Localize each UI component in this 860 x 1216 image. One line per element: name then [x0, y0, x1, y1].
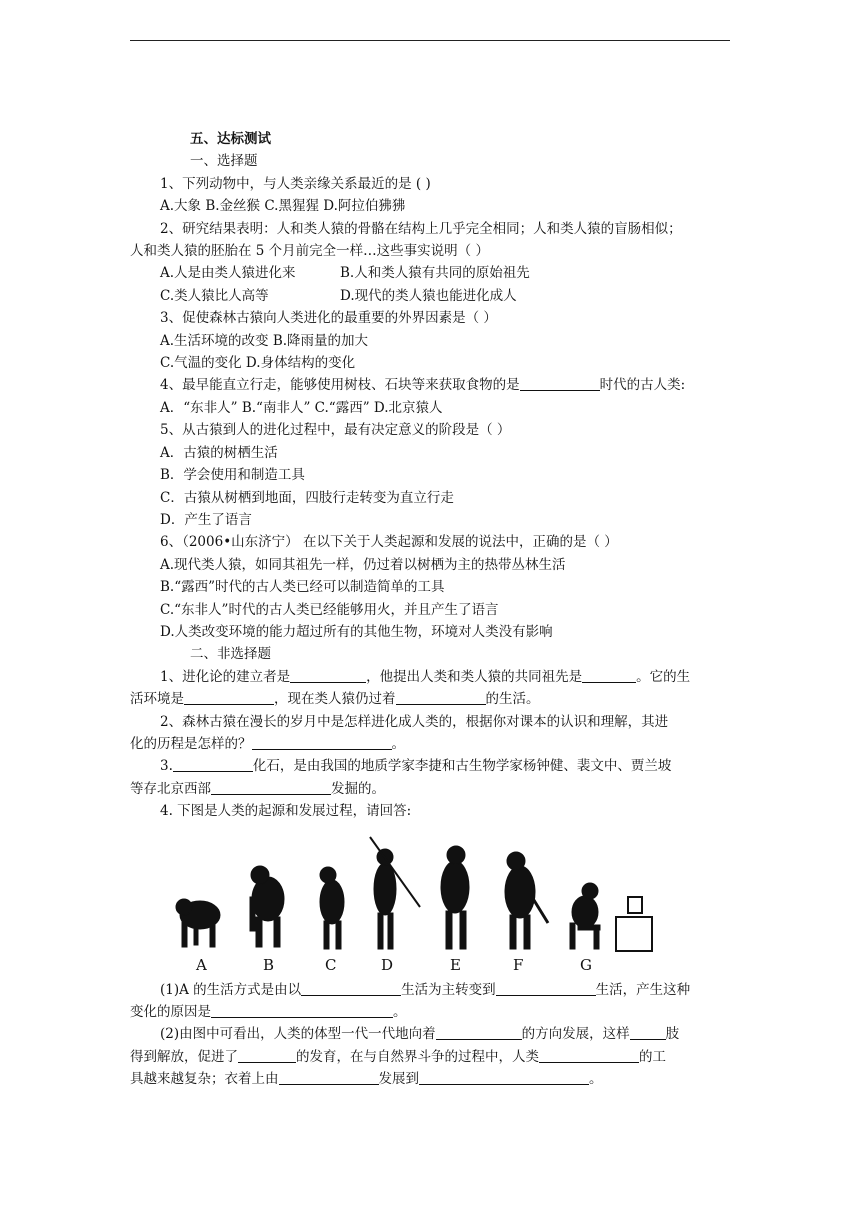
f4-p1-text-b: 生活为主转变到 [401, 981, 496, 998]
q2-opt-b: B.人和类人猿有共同的原始祖先 [340, 265, 530, 282]
q4-blank[interactable] [520, 376, 600, 391]
f1-blank-4[interactable] [396, 690, 486, 705]
f2-blank[interactable] [252, 735, 392, 750]
f1-text-c: 。它的生 [636, 668, 691, 685]
f1-text-d: 活环境是 [130, 691, 184, 708]
f4-p1-line1 [160, 979, 730, 1001]
f4-p2-text-g: 具越来越复杂；衣着上由 [130, 1071, 279, 1088]
q1-options: A.大象 B.金丝猴 C.黑猩猩 D.阿拉伯狒狒 [160, 198, 406, 215]
f2-text-c: 。 [391, 735, 405, 752]
f4-p1-line2 [130, 1001, 730, 1023]
f3-blank-1[interactable] [173, 757, 253, 772]
f3-text-a: 3. [160, 758, 173, 775]
q4-options: A．“东非人” B.“南非人” C.“露西” D.北京猿人 [160, 399, 443, 416]
f1-blank-1[interactable] [290, 668, 366, 683]
f4-p2-text-b: 的方向发展，这样 [521, 1026, 630, 1043]
f4-p2-blank-5[interactable] [279, 1070, 379, 1085]
q3-options-cd: C.气温的变化 D.身体结构的变化 [160, 355, 356, 372]
figure-a-silhouette [176, 899, 220, 947]
figure-label-e: E [450, 955, 461, 974]
f4-p1-blank-2[interactable] [496, 981, 596, 996]
figure-d-silhouette [370, 837, 420, 949]
f4-p1-text-a: (1)A 的生活方式是由以 [160, 981, 302, 998]
f4-stem: 4. 下图是人类的起源和发展过程，请回答: [160, 803, 412, 820]
q1-stem: 1、下列动物中，与人类亲缘关系最近的是 ( ) [160, 175, 431, 192]
figure-label-g: G [580, 955, 592, 974]
q5-stem: 5、从古猿到人的进化过程中，最有决定意义的阶段是（ ） [160, 422, 511, 439]
f4-p2-text-e: 的发育，在与自然界斗争的过程中，人类 [296, 1048, 539, 1065]
q2-options-ab [160, 262, 730, 284]
q2-opt-a: A.人是由类人猿进化来 [160, 265, 296, 282]
q5-opt-d: D．产生了语言 [160, 511, 252, 528]
f4-p2-text-f: 的工 [639, 1048, 666, 1065]
evolution-figure [160, 827, 730, 977]
f4-p2-blank-1[interactable] [436, 1025, 522, 1040]
q2-options-cd [160, 285, 730, 307]
q6-opt-d: D.人类改变环境的能力超过所有的其他生物，环境对人类没有影响 [160, 623, 553, 640]
f4-p2-blank-2[interactable] [630, 1025, 666, 1040]
f2-line1: 2、森林古猿在漫长的岁月中是怎样进化成人类的，根据你对课本的认识和理解，其进 [160, 713, 669, 730]
q2-opt-c: C.类人猿比人高等 [160, 287, 269, 304]
f4-p2-text-h: 发展到 [378, 1071, 419, 1088]
f4-p2-text-a: (2)由图中可看出，人类的体型一代一代地向着 [160, 1026, 436, 1043]
q5-opt-a: A．古猿的树栖生活 [160, 444, 278, 461]
f3-text-b: 化石，是由我国的地质学家李捷和古生物学家杨钟健、裴文中、贾兰坡 [252, 758, 672, 775]
f4-p2-blank-6[interactable] [419, 1070, 589, 1085]
f4-p1-blank-3[interactable] [211, 1003, 393, 1018]
figure-g-silhouette [570, 883, 652, 951]
f4-p1-text-d: 变化的原因是 [130, 1004, 211, 1020]
f4-p2-blank-4[interactable] [539, 1048, 639, 1063]
q2-opt-d: D.现代的类人猿也能进化成人 [340, 287, 517, 304]
section-title: 五、达标测试 [190, 131, 271, 147]
document-body [130, 128, 730, 1091]
figure-label-d: D [381, 955, 394, 974]
f3-blank-2[interactable] [211, 780, 331, 795]
q6-opt-a: A.现代类人猿，如同其祖先一样，仍过着以树栖为主的热带丛林生活 [160, 556, 566, 573]
f3-text-c: 等存北京西部 [130, 780, 211, 797]
q5-opt-c: C．古猿从树栖到地面，四肢行走转变为直立行走 [160, 489, 454, 506]
part2-title: 二、非选择题 [190, 646, 271, 663]
figure-label-f: F [513, 955, 524, 974]
figure-label-a: A [196, 955, 207, 974]
figure-c-silhouette [320, 867, 344, 949]
f4-p2-line1 [160, 1023, 730, 1045]
q4-stem-post: 时代的古人类: [599, 377, 686, 394]
figure-b-silhouette [250, 866, 284, 947]
f4-p2-text-d: 得到解放，促进了 [130, 1048, 238, 1065]
part1-title: 一、选择题 [190, 153, 258, 170]
q2-stem-a: 2、研究结果表明：人和类人猿的骨骼在结构上几乎完全相同；人和类人猿的盲肠相似； [160, 220, 682, 237]
q6-stem: 6、（2006•山东济宁） 在以下关于人类起源和发展的说法中，正确的是（ ） [160, 534, 618, 551]
f1-line2 [130, 688, 730, 710]
f4-p1-text-e: 。 [393, 1004, 407, 1020]
f1-blank-3[interactable] [184, 690, 274, 705]
f2-line2 [130, 733, 730, 755]
f4-p2-line2 [130, 1046, 730, 1068]
q4-stem-pre: 4、最早能直立行走，能够使用树枝、石块等来获取食物的是 [160, 377, 520, 394]
q6-opt-c: C.“东非人”时代的古人类已经能够用火，并且产生了语言 [160, 601, 499, 618]
f4-p1-text-c: 生活，产生这种 [595, 981, 691, 998]
f4-p2-blank-3[interactable] [238, 1048, 296, 1063]
f3-line2 [130, 778, 730, 800]
q3-options-ab: A.生活环境的改变 B.降雨量的加大 [160, 332, 369, 349]
f4-p2-text-i: 。 [589, 1071, 603, 1088]
evolution-illustration [170, 827, 670, 977]
f4-p2-line3 [130, 1068, 730, 1090]
f1-text-e: ，现在类人猿仍过着 [274, 691, 396, 708]
figure-e-silhouette [441, 846, 469, 949]
f4-p2-text-c: 肢 [665, 1026, 680, 1043]
f1-text-b: ，他提出人类和类人猿的共同祖先是 [366, 668, 583, 685]
f1-line1 [160, 666, 730, 688]
header-rule [130, 40, 730, 41]
f3-text-d: 发掘的。 [331, 780, 385, 797]
q4-stem [160, 374, 730, 396]
q6-opt-b: B.“露西”时代的古人类已经可以制造简单的工具 [160, 579, 445, 596]
f4-p1-blank-1[interactable] [301, 981, 401, 996]
f1-text-a: 1、进化论的建立者是 [160, 668, 291, 685]
q5-opt-b: B．学会使用和制造工具 [160, 467, 305, 484]
figure-label-c: C [325, 955, 337, 974]
f3-line1 [160, 755, 730, 777]
q2-stem-b: 人和类人猿的胚胎在 5 个月前完全一样…这些事实说明（ ） [130, 243, 489, 260]
figure-f-silhouette [505, 852, 548, 949]
f1-blank-2[interactable] [582, 668, 636, 683]
f2-text-b: 化的历程是怎样的？ [130, 735, 252, 752]
figure-label-b: B [263, 955, 275, 974]
f1-text-f: 的生活。 [485, 691, 540, 708]
q3-stem: 3、促使森林古猿向人类进化的最重要的外界因素是（ ） [160, 310, 497, 327]
